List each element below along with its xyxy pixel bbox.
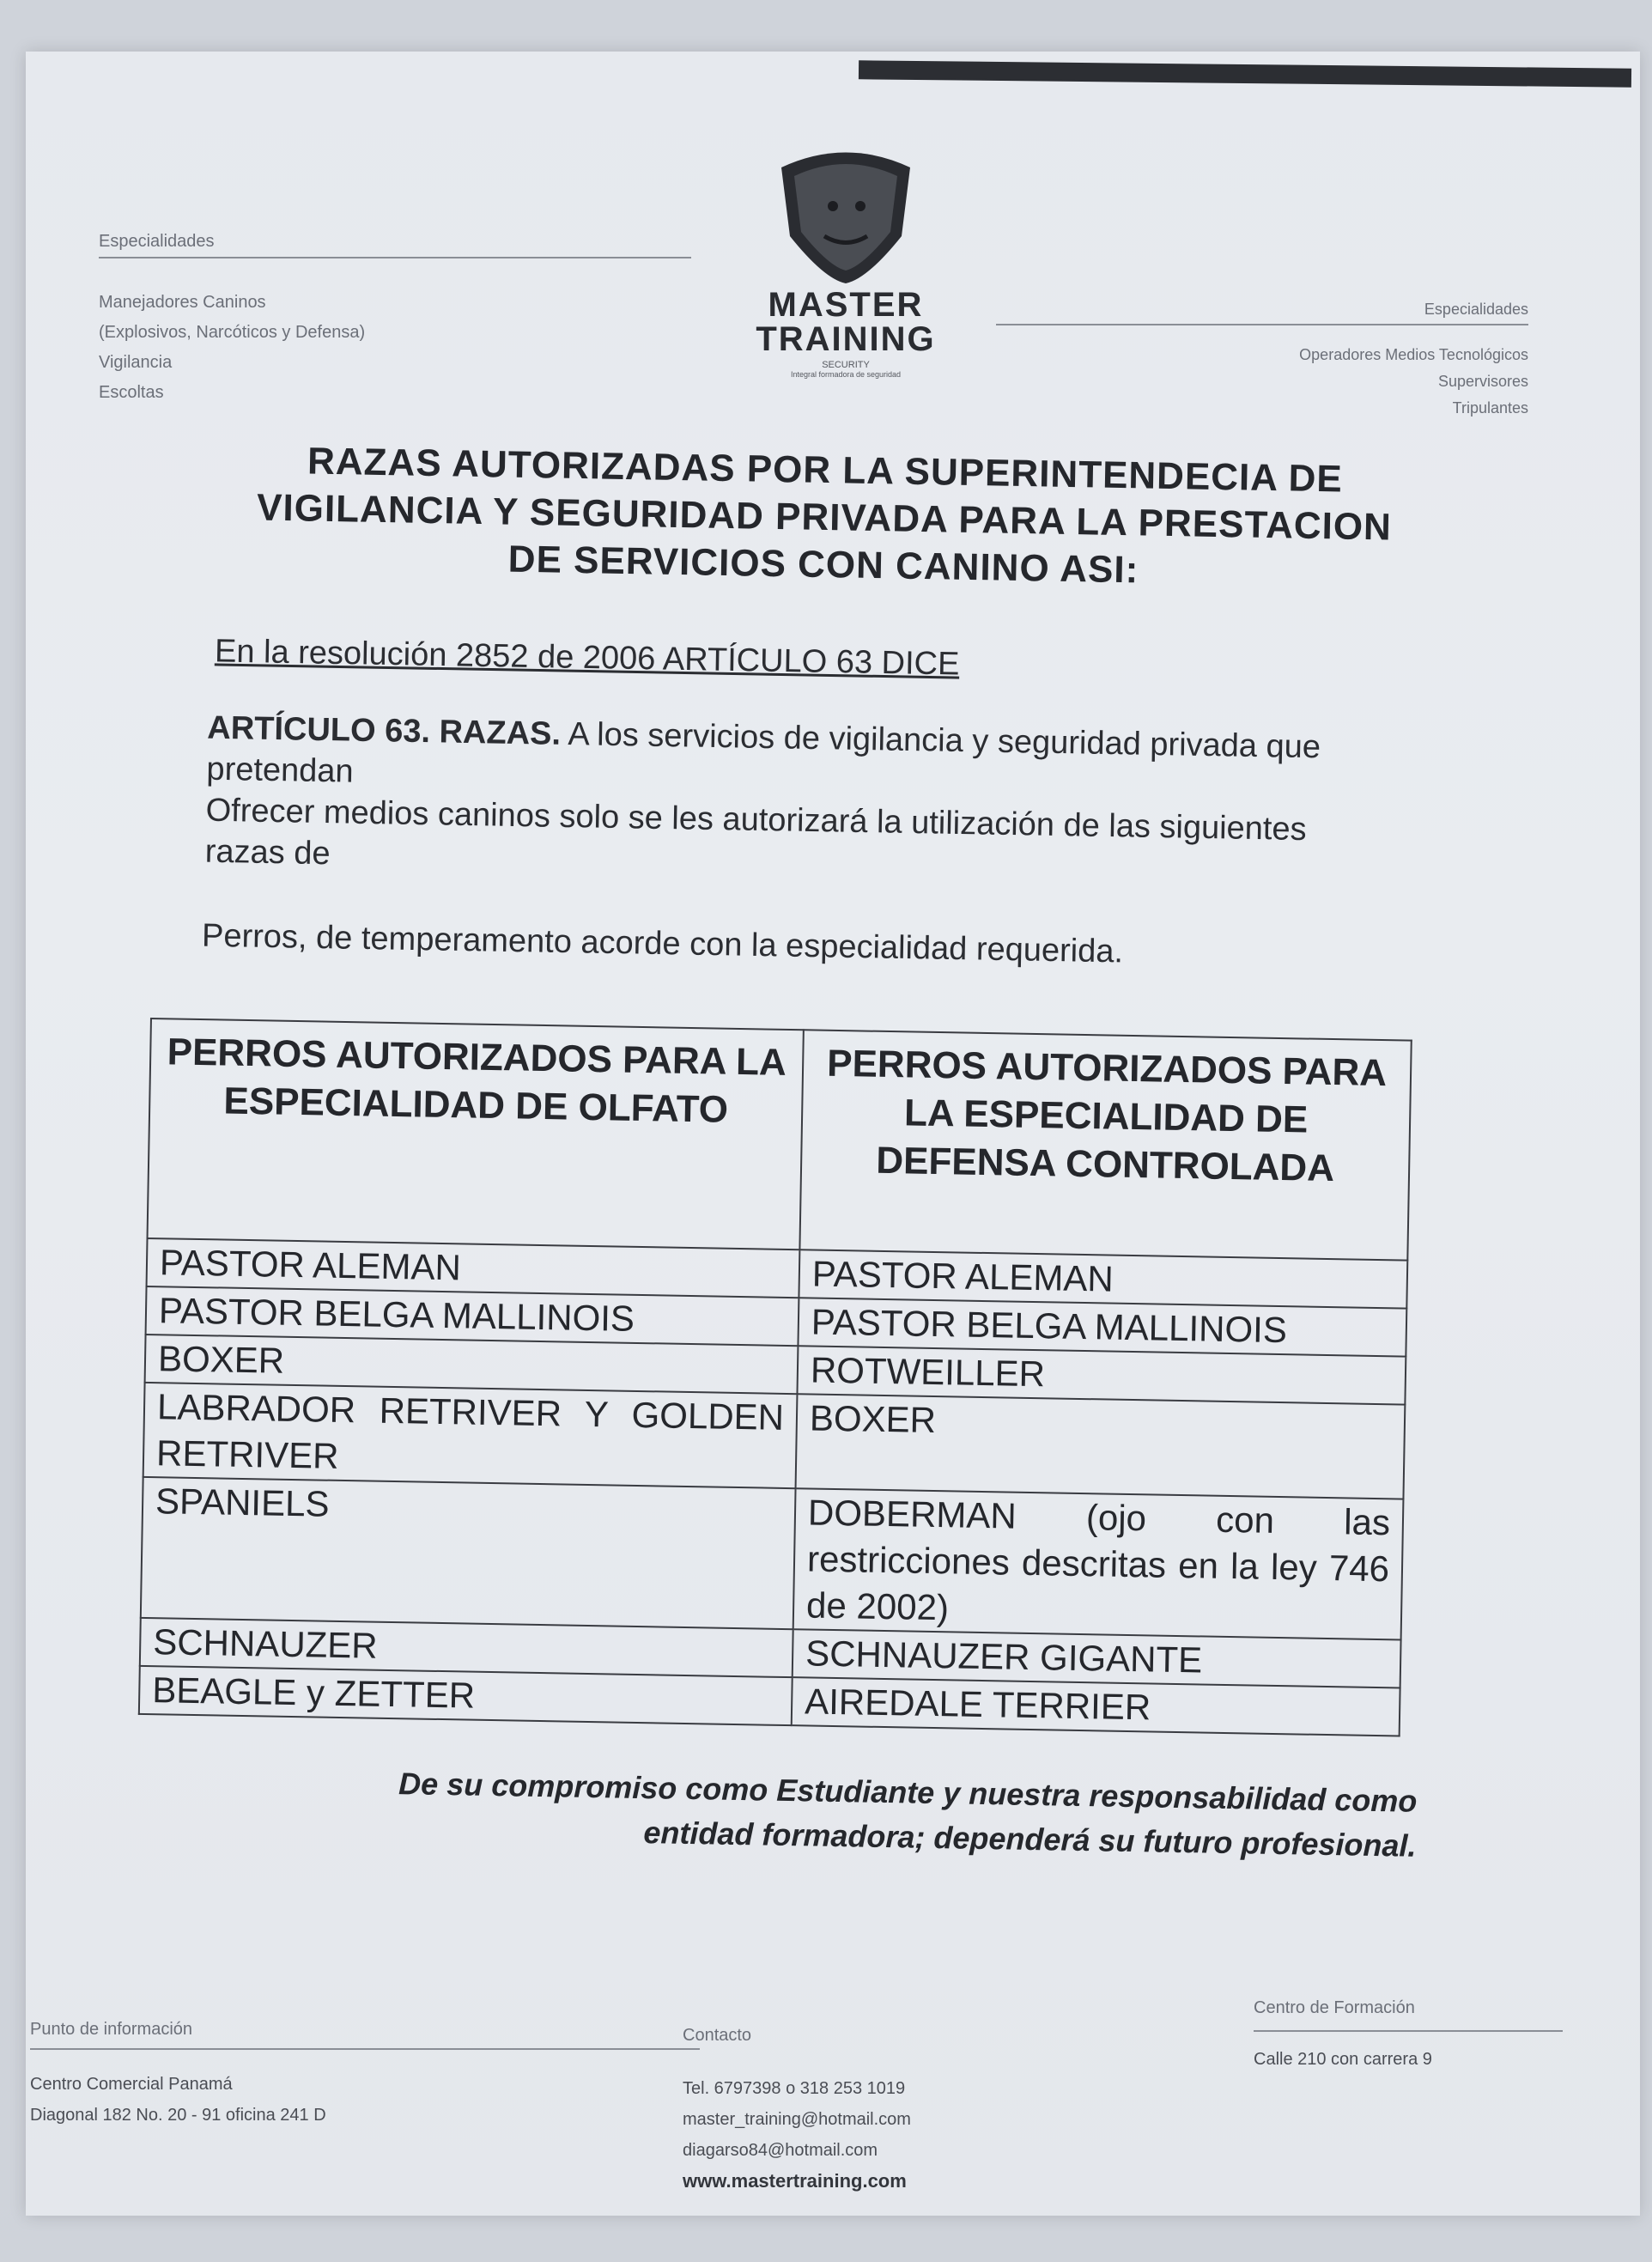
shield-icon xyxy=(764,142,927,288)
perros-line: Perros, de temperamento acorde con la especialidad requerida. xyxy=(201,917,1124,970)
article-line1: A los servicios de vigilancia y seguridad privada que pretendan xyxy=(206,716,1321,790)
header-right xyxy=(996,301,1528,426)
footer-email: master_training@hotmail.com xyxy=(683,2110,911,2129)
header-left-title: Especialidades xyxy=(99,232,691,258)
header-left-item: (Explosivos, Narcóticos y Defensa) xyxy=(99,323,366,342)
header-right-title: Especialidades xyxy=(996,301,1528,325)
footer-contact xyxy=(683,2020,1112,2197)
footer-info-label: Punto de información xyxy=(30,2014,700,2050)
footer-center-label: Centro de Formación xyxy=(1254,1992,1563,2032)
defensa-breed: SCHNAUZER GIGANTE xyxy=(793,1629,1401,1687)
footer-email: diagarso84@hotmail.com xyxy=(683,2141,878,2160)
defensa-breed: AIREDALE TERRIER xyxy=(792,1677,1400,1736)
logo-sub-tagline: Integral formadora de seguridad xyxy=(790,370,902,379)
olfato-breed: BEAGLE y ZETTER xyxy=(139,1666,793,1725)
breeds-table xyxy=(138,1018,1412,1737)
header-left-item: Escoltas xyxy=(99,383,164,402)
col-defensa-header: PERROS AUTORIZADOS PARA LA ESPECIALIDAD DE DEFENSA CONTROLADA xyxy=(799,1030,1411,1260)
footer-website: www.mastertraining.com xyxy=(683,2170,907,2192)
footer-contact-label: Contacto xyxy=(683,2026,752,2045)
header-right-item: Tripulantes xyxy=(1452,399,1528,417)
master-training-logo xyxy=(730,142,962,425)
footer-phone: Tel. 6797398 o 318 253 1019 xyxy=(683,2079,906,2098)
header-right-item: Operadores Medios Tecnológicos xyxy=(1299,346,1528,363)
olfato-breed: LABRADOR RETRIVER Y GOLDEN RETRIVER xyxy=(143,1383,798,1488)
olfato-breed: PASTOR BELGA MALLINOIS xyxy=(146,1286,799,1346)
table-header-row xyxy=(148,1019,1412,1261)
footer-center xyxy=(1254,1992,1563,2075)
col-olfato-header: PERROS AUTORIZADOS PARA LA ESPECIALIDAD DE OLFATO xyxy=(148,1019,804,1250)
footer-info xyxy=(30,2014,631,2131)
header-left-item: Manejadores Caninos xyxy=(99,293,266,312)
closing-line2: entidad formadora; dependerá su futuro profesional. xyxy=(643,1815,1417,1864)
article-paragraph xyxy=(204,708,1323,892)
defensa-breed: PASTOR BELGA MALLINOIS xyxy=(798,1298,1406,1356)
footer-info-line: Centro Comercial Panamá xyxy=(30,2075,233,2094)
document-title: RAZAS AUTORIZADAS POR LA SUPERINTENDECIA DE VIGILANCIA Y SEGURIDAD PRIVADA PARA LA PRESTACION DE SERVICIOS CON CANINO ASI: xyxy=(256,440,1393,592)
header-right-item: Supervisores xyxy=(1437,373,1528,390)
logo-brand-line1: MASTER xyxy=(768,286,924,324)
header-left xyxy=(99,232,700,413)
table-row xyxy=(141,1477,1404,1640)
defensa-breed: BOXER xyxy=(796,1394,1406,1499)
article-heading: ARTÍCULO 63. RAZAS. xyxy=(206,709,562,752)
olfato-breed: SPANIELS xyxy=(141,1477,796,1629)
defensa-breed: ROTWEILLER xyxy=(797,1346,1406,1404)
closing-line1: De su compromiso como Estudiante y nuestra responsabilidad como xyxy=(398,1766,1418,1819)
resolution-reference: En la resolución 2852 de 2006 ARTÍCULO 63 DICE xyxy=(214,633,960,683)
olfato-breed: PASTOR ALEMAN xyxy=(147,1238,800,1298)
footer-info-line: Diagonal 182 No. 20 - 91 oficina 241 D xyxy=(30,2106,326,2125)
logo-brand-line2: TRAINING xyxy=(756,320,936,358)
defensa-breed: DOBERMAN (ojo con las restricciones descritas en la ley 746 de 2002) xyxy=(793,1488,1404,1639)
logo-tagline: SECURITY xyxy=(822,360,870,370)
defensa-breed: PASTOR ALEMAN xyxy=(799,1250,1407,1308)
header-left-item: Vigilancia xyxy=(99,353,173,372)
article-line2: Ofrecer medios caninos solo se les autorizará la utilización de las siguientes razas de xyxy=(204,792,1307,873)
olfato-breed: SCHNAUZER xyxy=(140,1618,793,1677)
olfato-breed: BOXER xyxy=(145,1335,799,1394)
footer-center-address: Calle 210 con carrera 9 xyxy=(1254,2050,1432,2069)
